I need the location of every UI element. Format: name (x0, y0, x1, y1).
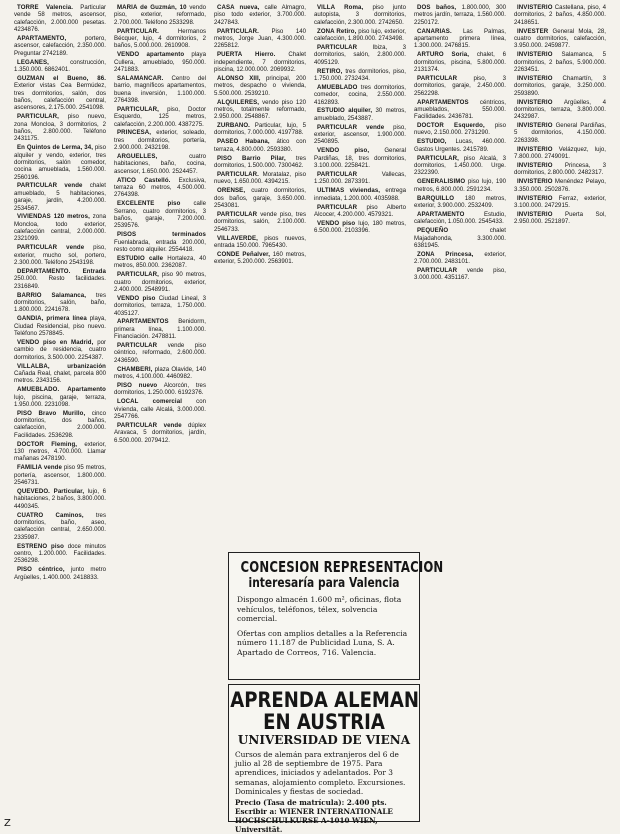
classified-ad-text: 250.000. Resto facilidades. 2316849. (14, 275, 106, 290)
classified-ad (14, 410, 106, 439)
classified-ad-heading: INVISTERIO (517, 210, 553, 218)
classified-ad (114, 129, 206, 151)
classified-ad-heading: DEPARTAMENTO. Entrada (17, 268, 106, 276)
classified-ad-text: vende piso, tres dormitorios, salón, 2.100.000. 2546733. (214, 210, 306, 233)
classified-ad-text: tres dormitorios, baño, aseo, calefacción central, 2.650.000. 2335987. (14, 511, 106, 541)
classified-ad-text: Cañada Real, chalet, parcela 800 metros. 2343156. (14, 369, 106, 385)
classified-ad (314, 187, 406, 202)
classified-column-4 (314, 4, 406, 542)
classified-ad-heading: ZONA Princesa, (417, 250, 474, 258)
classified-ad (14, 441, 106, 463)
classified-ad-heading: PARTICULAR, (417, 154, 459, 162)
classified-ad-text: dúplex Aravaca, 5 dormitorios, jardín, 6.500.000. 2079412. (114, 421, 206, 444)
classified-ad-heading: DOCTOR Fleming, (17, 440, 78, 448)
classified-ad-heading: APARTAMENTOS (417, 98, 469, 106)
classified-ad-heading: PISOS terminados (117, 231, 206, 239)
classified-ad-heading: PARTICULAR (317, 170, 358, 178)
classified-ad (514, 122, 606, 144)
classified-ad-heading: PARTICULAR (417, 267, 458, 275)
classified-ad-heading: BARQUILLO (417, 194, 455, 202)
classified-ad-heading: PARTICULAR vende (317, 123, 385, 131)
classified-ad (14, 566, 106, 581)
classified-ad-text: tres dormitorios, piso, 1.750.000. 2732434. (314, 67, 406, 82)
classified-ad-text: Estudio, calefacción, 1.050.000. 2545433. (414, 210, 506, 226)
classified-ad-heading: PARTICULAR vende (17, 182, 83, 190)
classified-ad-text: principal, 200 metros, despacho o vivienda, 5.500.000. 2539210. (214, 74, 306, 97)
classified-ad (14, 4, 106, 33)
classified-ad-heading: ALONSO XIII, (217, 74, 261, 82)
concesion-representacion-ad (228, 552, 444, 680)
classified-ad-heading: TORRE Valencia. (17, 4, 74, 11)
classified-ad (114, 4, 206, 26)
classified-ad (14, 59, 106, 74)
classified-ad-text: piso Alberto Alcocer, 4.200.000. 4579321. (314, 203, 406, 218)
classified-ad-text: piso Alcalá, 3 dormitorios, 1.450.000. Urge. 2322390. (414, 154, 506, 177)
classified-ad-text: Castellana, piso, 4 dormitorios, 2 baños, 4.850.000. 2418651. (514, 4, 606, 26)
classified-ad-heading: INVISTERIO (517, 145, 553, 153)
classified-ad-heading: APARTAMENTO (417, 210, 465, 218)
classified-ad (14, 144, 106, 181)
classified-ad-text: Hermanos Bécquer, lujo, 4 dormitorios, 2 baños, 5.000.000. 2610908. (114, 27, 206, 50)
classified-ad-heading: INVISTERIO (517, 162, 553, 170)
classified-ad-text: portero, ascensor, calefacción, 2.350.000. Preguntar 2742189. (14, 34, 106, 57)
classified-column-3 (214, 4, 306, 542)
classified-ad-heading: PISO céntrico, (17, 566, 65, 574)
classified-ad (414, 51, 506, 73)
classified-ad (514, 146, 606, 161)
classified-ad (114, 75, 206, 104)
classified-ad-text: General Pardiñas, 18, tres dormitorios, 3.100.000. 2258421. (314, 147, 406, 170)
ad-subtitle: interesaría para Valencia (248, 576, 400, 591)
classified-ad-text: vendo piso, exterior, reformado, 2.700.000. Teléfono 2533298. (114, 4, 206, 26)
classified-ad (114, 231, 206, 253)
classified-ad-heading: PARTICULAR (217, 210, 258, 218)
classified-ad-heading: RETIRO, (317, 67, 343, 75)
classified-ad (214, 187, 306, 209)
classified-ad-heading: LOCAL comercial (117, 398, 182, 406)
ad-contact: Precio (Tasa de matrícula): 2.400 pts. Escribir a: WIENER INTERNATIONALE HOCHSCHULKURSE A-1010 WIEN, Universität. (235, 798, 393, 834)
classified-ad-heading: ULTIMAS viviendas, (317, 187, 381, 195)
classified-ad-heading: PARTICULAR. (117, 27, 159, 35)
classified-ad-text: Vallecas, 1.250.000. 2873391. (314, 170, 406, 186)
classified-ad-heading: INVISTERIO (517, 178, 553, 186)
classified-ad-heading: VILLA Roma, (317, 4, 364, 11)
classified-ad-heading: PARTICULAR. (217, 27, 259, 35)
classified-ad-heading: INVISTERIO (517, 51, 553, 59)
classified-ad-text: Benidorm, primera línea, 1.100.000. Financiación. 2478811. (114, 318, 206, 341)
classified-ad-text: Argüelles, 4 dormitorios, terraza, 3.800.000. 2432987. (514, 98, 606, 121)
classified-ad (314, 171, 406, 186)
classified-ad (214, 251, 306, 266)
classified-ad (14, 386, 106, 408)
classified-ad-text: Ciudad Lineal, 3 dormitorios, terraza, 1.750.000. 4035127. (114, 294, 206, 317)
classified-ad (14, 363, 106, 385)
classified-ad-text: por cambio de residencia, cuatro dormitorios, 3.500.000. 2254387. (14, 338, 106, 361)
classified-ad-heading: ESTUDIO, (417, 138, 447, 146)
classified-ad-text: piso 95 metros, portería, ascensor, 1.800.000. 2546731. (14, 464, 106, 487)
classified-ad-heading: INVISTERIO (517, 122, 553, 130)
classified-ad-heading: INVISTERIO (517, 74, 553, 82)
classified-ad-text: Particular vende 58 metros, ascensor, calefacción, 2.000.000 pesetas. 4234876. (14, 4, 106, 34)
classified-ad-text: playa, Ciudad Residencial, piso nuevo. Teléfono 2578845. (14, 315, 106, 337)
classified-ad-heading: VENDO piso (117, 294, 156, 302)
classified-ad (314, 4, 406, 26)
classified-ad (14, 488, 106, 510)
classified-ad (214, 235, 306, 250)
classified-ad (514, 162, 606, 177)
classified-ad-text: piso alquiler y vendo, exterior, tres dormitorios, salón comedor, cocina amueblada, 1.560.000. 2560196. (14, 144, 106, 181)
classified-ad-heading: EXCELENTE piso (117, 200, 181, 208)
classified-ad-heading: PARTICULAR, (117, 105, 159, 113)
ad-body: Dispongo almacén 1.600 m², oficinas, flota vehículos, teléfonos, télex, solvencia comercial. (237, 595, 402, 624)
classified-ad (514, 51, 606, 73)
classified-ad-text: piso, 3 dormitorios, garaje, 2.450.000. 2562298. (414, 74, 506, 97)
classified-ad-heading: En Quintos de Lerma, 34, (17, 144, 93, 152)
classified-ad (414, 178, 506, 193)
classified-ad-text: 1.800.000, 300 metros jardín, terraza, 1.560.000. 2250172. (414, 4, 506, 26)
classified-ad (514, 75, 606, 97)
classified-ad-heading: PUERTA Hierro. (217, 51, 276, 59)
classified-ad-heading: VIVIENDAS 120 metros, (17, 213, 90, 221)
classified-ad (214, 75, 306, 97)
classified-ad-heading: INVESTER (517, 27, 549, 35)
classified-ad (414, 227, 506, 249)
classified-ad-text: lujo, 180 metros, 6.500.000. 2103396. (314, 219, 406, 235)
classified-ad (114, 153, 206, 175)
classified-ad (414, 251, 506, 266)
classified-ad (14, 315, 106, 337)
classified-ad (214, 4, 306, 26)
classified-ad-text: Puerta Sol, 2.950.000. 2521897. (514, 210, 606, 226)
classified-ad-text: doce minutos centro, 1.200.000. Facilidades. 2536298. (14, 542, 106, 565)
classified-column-5 (414, 4, 506, 283)
classified-ad (14, 512, 106, 541)
classified-ad-heading: QUEVEDO. Particular, (17, 488, 85, 495)
classified-ad-text: Lucas, 460.000. Gastos Urgentes. 2415789. (414, 138, 506, 153)
classified-ad-text: tres dormitorios, salón, baño, 1.800.000. 2241678. (14, 291, 106, 314)
classified-ad (314, 124, 406, 146)
classified-ad (414, 99, 506, 121)
classified-ad-heading: INVISTERIO (517, 4, 553, 11)
classified-ad-text: lujo, piscina, garaje, terraza, 1.950.000. 2231098. (14, 393, 106, 408)
classified-ad-text: piso lujo, 190 metros, 6.800.000. 2591234. (414, 178, 506, 193)
classified-ad-text: piso, exterior, ascensor, 1.900.000. 2540895. (314, 123, 406, 146)
classified-ad-heading: ORENSE, (217, 187, 246, 195)
classified-ad (514, 4, 606, 26)
classified-ad-text: céntricos, amueblados, 550.000. Facilidades. 2436781. (414, 98, 506, 121)
classified-ad-heading: CANARIAS. (417, 27, 452, 35)
classified-ad-heading: APARTAMENTO, (17, 34, 67, 42)
classified-ad-heading: ZONA Retiro, (317, 27, 357, 35)
classified-ad-heading: ATICO Castelló. (117, 176, 171, 184)
classified-ad-heading: ESTRENO piso (17, 542, 64, 550)
classified-ad (414, 195, 506, 210)
classified-ad-heading: PASEO Habana, (217, 138, 270, 146)
classified-ad-heading: DOS baños, (417, 4, 457, 11)
classified-ad (114, 366, 206, 381)
classified-ad-heading: VENDO piso (317, 219, 356, 227)
classified-ad-heading: CASA nueva, (217, 4, 260, 11)
classified-ad-text: exterior, soleado, tres dormitorios, portería, 2.900.000. 2432198. (114, 129, 206, 152)
classified-ad-text: Chamartín, 3 dormitorios, garaje, 3.250.000. 2593890. (514, 74, 606, 97)
classified-ad (114, 271, 206, 293)
classified-ad-heading: ZURBANO. (217, 122, 250, 130)
classified-ad-heading: FAMILIA vende (17, 464, 62, 472)
classified-ad-text: entrega inmediata, 1.200.000. 4035988. (314, 187, 406, 202)
classified-ad-heading: VILLAVERDE, (217, 234, 258, 242)
classified-ad-heading: CHAMBERI, (117, 365, 153, 373)
classified-ad-heading: GANDIA, primera línea (17, 315, 87, 323)
classified-ad-heading: PISO nuevo (117, 382, 158, 389)
classified-ad (314, 204, 406, 219)
classified-ad-heading: PISO Bravo Murillo, (17, 409, 86, 417)
classified-ad (514, 178, 606, 193)
classified-ad-text: 30 metros, amueblado, 2543887. (314, 107, 406, 122)
ad-title-line2: EN AUSTRIA (263, 710, 385, 734)
classified-column-1 (14, 4, 106, 583)
classified-ad-heading: PISO Barrio Pilar, (217, 154, 286, 162)
classified-ad (14, 244, 106, 266)
classified-ad-heading: PARTICULAR vende (17, 244, 85, 252)
classified-ad-heading: BARRIO Salamanca, (17, 291, 87, 299)
classified-ad (14, 113, 106, 142)
classified-page (14, 4, 608, 834)
ad-title: CONCESION REPRESENTACION (240, 558, 444, 576)
classified-ad (314, 107, 406, 122)
classified-ad-text: exterior, 130 metros, 4.700.000. Llamar mañanas 2478190. (14, 440, 106, 463)
classified-ad-text: Piso 140 metros, Jorge Juan, 4.300.000. 2265812. (214, 27, 306, 50)
classified-ad-text: Centro del barrio, magníficos apartamentos, buena inversión, 1.100.000. 2764398. (114, 74, 206, 104)
classified-ad (414, 28, 506, 50)
classified-ad-text: piso 90 metros, cuatro dormitorios, exterior, 2.400.000. 2548991. (114, 271, 206, 293)
classified-ad (114, 200, 206, 229)
classified-ad-heading: ARGUELLES, (117, 153, 158, 161)
classified-ad-text: Particular, lujo, 5 dormitorios, 7.000.000. 4197788. (214, 122, 306, 137)
classified-ad-text: vende piso, 3.000.000. 4351167. (414, 267, 506, 282)
classified-ad-heading: SALAMANCAR. (117, 74, 164, 82)
classified-ad-heading: GENERALISIMO (417, 178, 466, 186)
classified-ad-text: ático con terraza, 4.800.000. 2593380. (214, 138, 306, 153)
classified-ad-heading: GUZMAN el Bueno, 86. (17, 74, 106, 82)
classified-ad-text: pisos nuevos, entrada 150.000. 7965430. (214, 234, 306, 249)
classified-ad-heading: PARTICULAR. (217, 170, 259, 178)
classified-ad (414, 211, 506, 226)
classified-column-6 (514, 4, 606, 227)
classified-ad (314, 68, 406, 83)
classified-ad-text: Exterior vistas Cea Bermúdez, tres dormitorios, salón, dos baños, calefacción central, ascensores, 2.175.000. 2541098. (14, 82, 106, 112)
classified-ad-text: plaza Olavide, 140 metros, 4.100.000. 4460982. (114, 365, 206, 381)
classified-ad-heading: DOCTOR Esquerdo, (417, 122, 485, 130)
classified-ad (14, 268, 106, 290)
classified-ad-text: Fuenlabrada, entrada 200.000, resto como alquiler. 2554418. (114, 238, 206, 253)
classified-ad (14, 75, 106, 112)
classified-ad (14, 464, 106, 486)
ad-subtitle: UNIVERSIDAD DE VIENA (237, 733, 411, 747)
classified-ad (514, 99, 606, 121)
classified-ad-text: tres dormitorios, comedor, cocina, 2.550.000. 4162893. (314, 83, 406, 106)
classified-ad (114, 422, 206, 444)
classified-ad-heading: PEQUEÑO (417, 227, 449, 235)
classified-ad (214, 155, 306, 170)
classified-ad-heading: PARTICULAR (417, 74, 458, 82)
classified-ad (14, 182, 106, 211)
classified-ad-heading: APARTAMENTOS (117, 318, 169, 326)
classified-ad-heading: MARIA de Guzmán, 10 (117, 4, 187, 11)
classified-ad (114, 255, 206, 270)
classified-ad-text: Ferraz, exterior, 3.100.000. 2472915. (514, 194, 606, 209)
classified-ad (214, 28, 306, 50)
classified-ad (414, 4, 506, 26)
classified-ad-heading: LEGANES, (17, 58, 49, 66)
classified-ad-heading: PARTICULAR (117, 342, 158, 350)
classified-ad-heading: PARTICULAR vende (117, 421, 182, 429)
classified-ad-text: Chalet independiente, 7 dormitorios, piscina, 12.000.000. 2069932. (214, 51, 306, 73)
classified-ad-text: vendo piso 120 metros, totalmente reformado, 2.950.000. 2548867. (214, 98, 306, 121)
classified-ad (114, 295, 206, 317)
classified-ad-heading: CUATRO Caminos, (17, 511, 84, 519)
classified-ad-heading: AMUEBLADO (317, 83, 358, 91)
classified-ad-heading: ALQUILERES, (217, 98, 260, 106)
classified-ad-text: cuatro dormitorios, dos baños, garaje, 3.650.000. 2543081. (214, 187, 306, 209)
classified-ad (414, 75, 506, 97)
classified-ad (114, 51, 206, 73)
classified-ad (514, 195, 606, 210)
classified-ad (14, 543, 106, 565)
classified-ad (14, 292, 106, 314)
classified-ad-text: cinco dormitorios, dos baños, calefacción, 2.000.000. Facilidades. 2536298. (14, 409, 106, 439)
classified-ad (514, 211, 606, 226)
classified-ad-text: con vivienda, calle Alcalá, 3.000.000. 2547766. (114, 398, 206, 420)
ad-body: Cursos de alemán para extranjeros del 6 de julio al 28 de septiembre de 1975. Para aprendices, iniciados y adelantados. Por 3 semanas, alojamiento completo. Excursiones. Dominicales y fiestas de sociedad. (235, 750, 406, 796)
classified-ad (214, 138, 306, 153)
classified-ad-heading: INVISTERIO (517, 194, 553, 202)
classified-ad-text: Moratalaz, piso nuevo, 1.650.000. 4394215. (214, 170, 306, 186)
classified-ad (214, 122, 306, 137)
classified-ad-text: piso lujo, exterior, calefacción, 1.890.000. 2743498. (314, 27, 406, 42)
classified-ad-heading: INVISTERIO (517, 98, 553, 106)
classified-ad-heading: PARTICULAR (317, 203, 358, 211)
classified-ad-heading: PARTICULAR, (17, 113, 59, 121)
classified-ad-heading: AMUEBLADO. Apartamento (17, 386, 106, 394)
classified-ad-text: chalet Majadahonda, 3.300.000. 6381945. (414, 227, 506, 249)
classified-ad-text: 180 metros, exterior, 3.900.000. 2532409. (414, 194, 506, 209)
classified-ad-heading: PRINCESA, (117, 129, 152, 137)
classified-ad-heading: PARTICULAR (317, 43, 358, 51)
aprenda-aleman-ad (228, 684, 420, 834)
classified-ad-heading: ESTUDIO calle (117, 254, 164, 262)
classified-ad-text: tres dormitorios, 1.500.000. 7300462. (214, 154, 306, 170)
classified-ad-text: piso, Doctor Esquerdo, 125 metros, calefacción, 2.200.000. 4387275. (114, 105, 206, 128)
classified-ad-text: chalet, 6 dormitorios, piscina, 5.800.000. 2131374. (414, 51, 506, 73)
classified-ad-text: exterior, 2.700.000. 2483101. (414, 250, 506, 266)
classified-ad-text: Exclusiva, terraza 60 metros, 4.500.000. 2764398. (114, 176, 206, 199)
classified-ad (314, 44, 406, 66)
classified-ad (414, 267, 506, 282)
classified-ad-heading: VENDO piso en Madrid, (17, 338, 94, 346)
classified-ad (114, 106, 206, 128)
classified-ad (214, 211, 306, 233)
classified-ad (414, 155, 506, 177)
classified-ad-text: Salamanca, 5 dormitorios, 2 baños, 5.900.000. 2263451. (514, 51, 606, 73)
classified-ad-text: Velázquez, lujo, 7.800.000. 2749091. (514, 145, 606, 161)
classified-ad-text: chalet amueblado, 5 habitaciones, garaje, jardín, 4.200.000. 2534567. (14, 182, 106, 212)
classified-ad-text: piso nuevo, zona Moncloa, 3 dormitorios, 2 baños, 2.800.000. Teléfono 2431175. (14, 113, 106, 143)
classified-ad-heading: PARTICULAR, (117, 271, 159, 279)
classified-ad (314, 220, 406, 235)
classified-ad (14, 35, 106, 57)
classified-column-2 (114, 4, 206, 446)
classified-ad-heading: VENDO apartamento (117, 51, 185, 59)
classified-ad (414, 138, 506, 153)
classified-ad-text: piso, exterior, mucho sol, portero, 2.300.000. Teléfono 2543198. (14, 244, 106, 267)
classified-ad-text: cuatro habitaciones, baño, cocina, ascensor, 1.650.000. 2524457. (114, 153, 206, 175)
classified-ad-text: playa Cullera, amueblado, 950.000. 2471883. (114, 51, 206, 73)
classified-ad-text: General Mola, 28, cuatro dormitorios, calefacción, 3.950.000. 2459877. (514, 27, 606, 50)
classified-ad (314, 147, 406, 169)
classified-ad-text: vende piso céntrico, reformado, 2.600.000. 2436590. (114, 342, 206, 364)
classified-ad-text: Princesa, 3 dormitorios, 2.800.000. 2482317. (514, 162, 606, 177)
classified-ad-heading: VILLALBA, urbanización (17, 362, 106, 370)
classified-ad-text: piso nuevo, 2.150.000. 2731290. (414, 122, 506, 137)
classified-ad-text: calle Almagro, piso todo exterior, 3.700.000. 2427843. (214, 4, 306, 26)
classified-ad (114, 342, 206, 364)
classified-ad (214, 99, 306, 121)
classified-ad-heading: CONDE Peñalver, (217, 250, 271, 258)
classified-ad-heading: ARTURO Soria, (417, 51, 470, 59)
classified-ad (514, 28, 606, 50)
classified-ad-text: construcción, 1.350.000. 6862401. (14, 58, 106, 73)
classified-ad (314, 28, 406, 43)
ad-contact: Ofertas con amplios detalles a la Referencia número 11.187 de Publicidad Luna, S. A. Apartado de Correos, 716. Valencia. (237, 628, 408, 657)
classified-ad-heading: ESTUDIO alquiler, (317, 107, 373, 115)
classified-ad-text: calle Serrano, cuatro dormitorios, 3 baños, garaje, 7.200.000. 2539576. (114, 200, 206, 230)
classified-ad (414, 122, 506, 137)
classified-ad-text: Hortaleza, 40 metros, 850.000. 2362087. (114, 254, 206, 270)
ad-title-line1: APRENDA ALEMAN (230, 688, 419, 712)
classified-ad-text: Alcorcón, tres dormitorios, 1.250.000. 6192376. (114, 382, 206, 397)
classified-ad-heading: VENDO piso, (317, 147, 370, 155)
classified-ad (114, 398, 206, 420)
classified-ad (114, 382, 206, 397)
classified-ad-text: General Pardiñas, 5 dormitorios, 4.150.000. 2263398. (514, 122, 606, 144)
classified-ad (314, 84, 406, 106)
classified-ad-text: lujo, 6 habitaciones, 2 baños, 3.800.000. 4490345. (14, 488, 106, 510)
classified-ad-text: piso junto autopista, 3 dormitorios, calefacción, 2.300.000. 2742650. (314, 4, 406, 26)
classified-ad (114, 318, 206, 340)
classified-ad-text: junto metro Argüelles, 1.400.000. 2418833. (14, 566, 106, 581)
classified-ad-text: Ibiza, 3 dormitorios, salón, 2.800.000. 4095129. (314, 43, 406, 66)
classified-ad-text: Las Palmas, apartamento primera línea, 1.300.000. 2476815. (414, 27, 506, 50)
classified-ad (14, 339, 106, 361)
classified-ad-text: 160 metros, exterior, 5.200.000. 2563901. (214, 250, 306, 266)
classified-ad (14, 213, 106, 242)
margin-mark: Z (4, 818, 11, 829)
classified-ad-text: Menéndez Pelayo, 3.350.000. 2502876. (514, 178, 606, 193)
classified-ad (214, 51, 306, 73)
classified-ad (114, 177, 206, 199)
classified-ad (114, 28, 206, 50)
classified-ad (214, 171, 306, 186)
classified-ad-text: zona Moncloa, todo exterior, calefacción central, 2.000.000. 2321099. (14, 213, 106, 243)
